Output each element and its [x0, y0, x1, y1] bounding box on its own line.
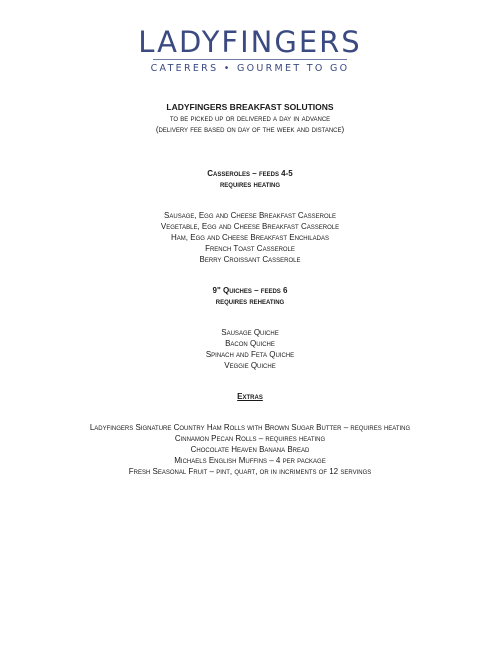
list-item: Spinach and Feta Quiche: [205, 350, 295, 359]
list-item: Ham, Egg and Cheese Breakfast Enchiladas: [171, 233, 329, 242]
menu-content: [0, 102, 500, 477]
list-item: Chocolate Heaven Banana Bread: [190, 445, 310, 454]
extras-list: [0, 422, 500, 477]
brand-tagline: CATERERS • GOURMET TO GO: [150, 63, 350, 74]
list-item: Sausage, Egg and Cheese Breakfast Casserole: [164, 211, 336, 220]
list-item: Sausage Quiche: [221, 328, 279, 337]
casseroles-list: [0, 210, 500, 265]
quiches-list: [0, 327, 500, 371]
casseroles-heading: Casseroles – feeds 4-5: [207, 169, 293, 178]
extras-heading: Extras: [237, 392, 263, 401]
menu-title: LADYFINGERS BREAKFAST SOLUTIONS: [166, 102, 334, 112]
logo-divider: [153, 59, 347, 60]
list-item: Veggie Quiche: [224, 361, 276, 370]
quiches-subheading: requires reheating: [215, 297, 285, 306]
brand-logo: [0, 26, 500, 75]
list-item: French Toast Casserole: [205, 244, 295, 253]
quiches-heading: 9" Quiches – feeds 6: [212, 286, 288, 295]
list-item: Ladyfingers Signature Country Ham Rolls with Brown Sugar Butter – requires heating: [89, 423, 411, 432]
casseroles-subheading: requires heating: [219, 180, 281, 189]
list-item: Fresh Seasonal Fruit – pint, quart, or in incriments of 12 servings: [128, 467, 372, 476]
advance-note: to be picked up or delivered a day in advance: [169, 114, 331, 123]
list-item: Cinnamon Pecan Rolls – requires heating: [174, 434, 326, 443]
delivery-fee-note: (delivery fee based on day of the week and distance): [155, 125, 345, 134]
list-item: Berry Croissant Casserole: [199, 255, 301, 264]
list-item: Michaels English Muffins – 4 per package: [174, 456, 326, 465]
list-item: Vegetable, Egg and Cheese Breakfast Casserole: [160, 222, 340, 231]
list-item: Bacon Quiche: [225, 339, 275, 348]
brand-name: LADYFINGERS: [138, 25, 362, 59]
